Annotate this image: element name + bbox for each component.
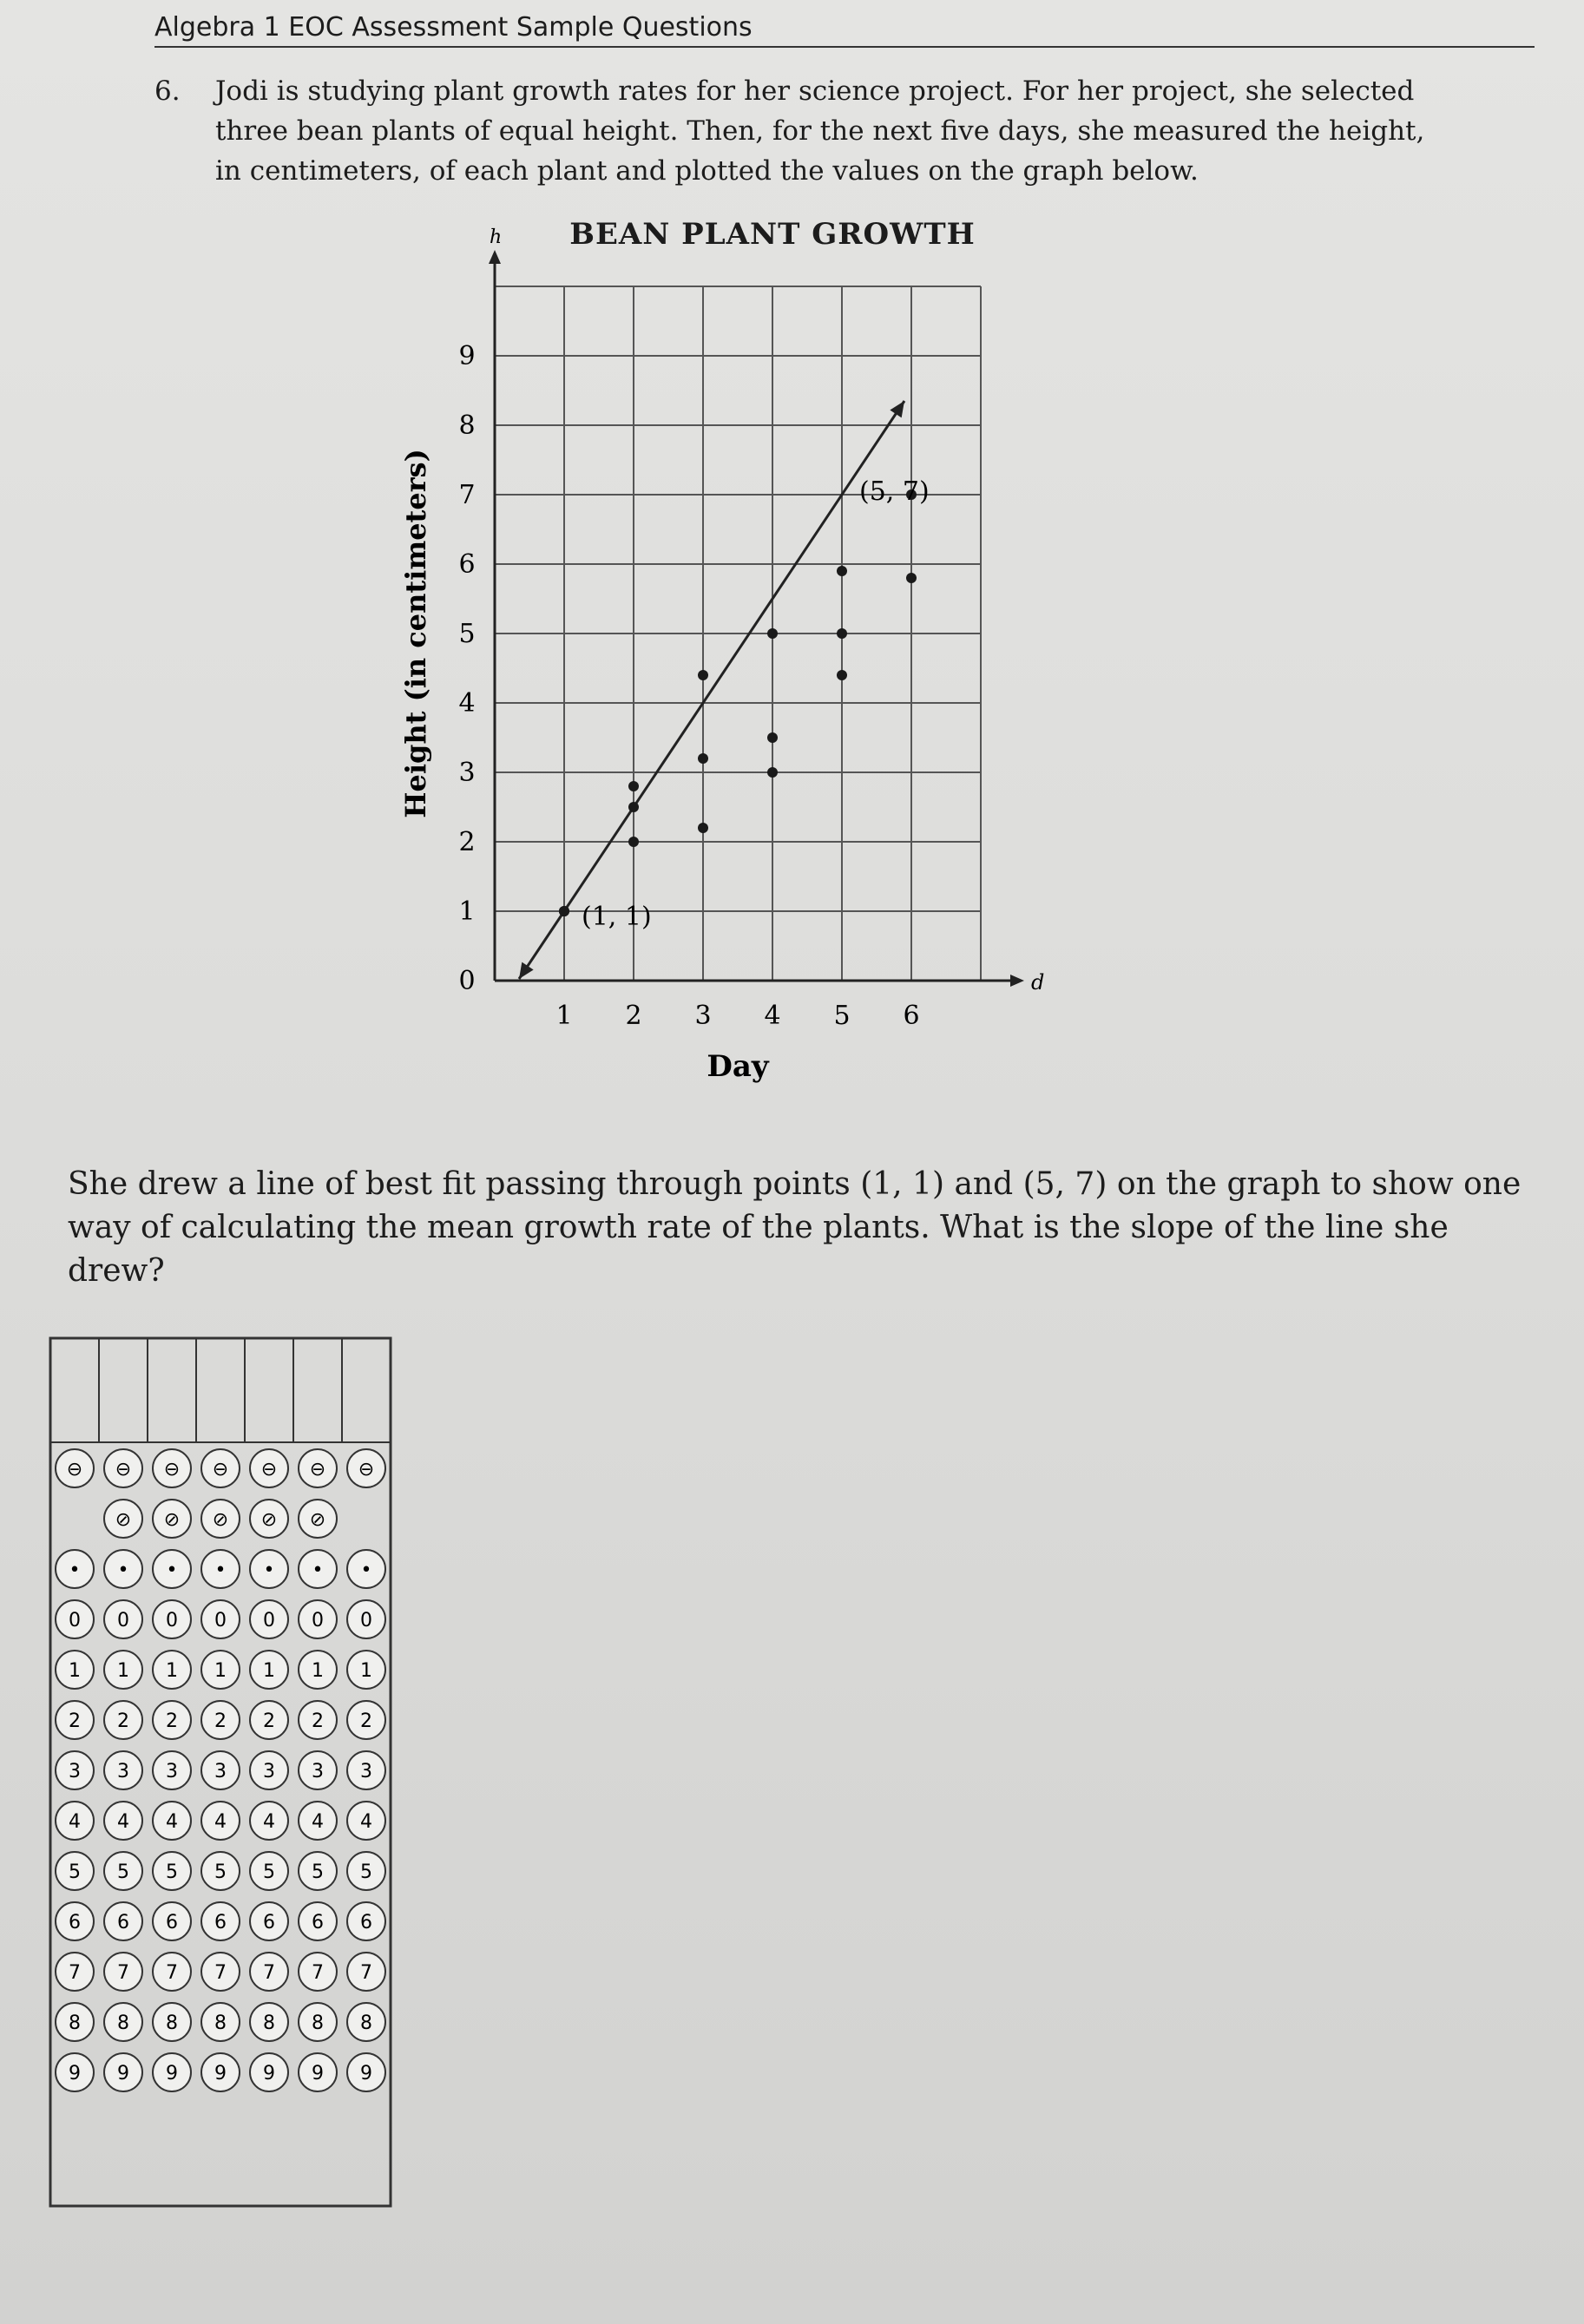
bubble-label: ⊖: [115, 1459, 132, 1480]
y-tick-label: 0: [458, 966, 476, 996]
bubble-label: 6: [214, 1912, 227, 1933]
question-number: 6.: [154, 75, 181, 107]
bubble-label: 8: [166, 2012, 178, 2034]
digit-bubble[interactable]: [347, 1651, 385, 1689]
digit-bubble[interactable]: [299, 1600, 337, 1638]
bubble-label: 7: [166, 1962, 178, 1984]
bubble-label: 9: [117, 2063, 129, 2084]
digit-bubble[interactable]: [56, 1751, 94, 1789]
bubble-label: 3: [166, 1761, 178, 1782]
bubble-label: 5: [117, 1861, 129, 1883]
decimal-bubble[interactable]: [104, 1550, 142, 1588]
negative-bubble[interactable]: [153, 1449, 191, 1487]
fraction-bubble[interactable]: [153, 1500, 191, 1538]
digit-bubble[interactable]: [201, 1751, 240, 1789]
digit-bubble[interactable]: [250, 1852, 288, 1890]
digit-bubble[interactable]: [104, 1651, 142, 1689]
decimal-bubble[interactable]: [153, 1550, 191, 1588]
bubble-label: 8: [263, 2012, 275, 2034]
fraction-bubble[interactable]: [201, 1500, 240, 1538]
bubble-label: 4: [263, 1811, 275, 1833]
point-annotation: (5, 7): [859, 476, 930, 507]
digit-bubble[interactable]: [250, 1902, 288, 1940]
decimal-bubble[interactable]: [299, 1550, 337, 1588]
bubble-label: ⊖: [66, 1459, 83, 1480]
x-tick-label: 5: [833, 1001, 851, 1031]
digit-bubble[interactable]: [56, 1802, 94, 1840]
bubble-label: ⊘: [115, 1509, 132, 1531]
digit-bubble[interactable]: [299, 2053, 337, 2091]
digit-bubble[interactable]: [347, 1600, 385, 1638]
bubble-label: 5: [69, 1861, 81, 1883]
digit-bubble[interactable]: [250, 1651, 288, 1689]
data-point: [628, 781, 639, 791]
data-point: [837, 628, 847, 639]
bubble-label: 3: [360, 1761, 372, 1782]
y-axis-label: Height (in centimeters): [399, 449, 432, 818]
data-point: [698, 670, 708, 680]
digit-bubble[interactable]: [299, 1902, 337, 1940]
bubble-label: 2: [117, 1710, 129, 1732]
bubble-label: 5: [263, 1861, 275, 1883]
bubble-label: 4: [117, 1811, 129, 1833]
bubble-label: 1: [166, 1660, 178, 1682]
fraction-bubble[interactable]: [104, 1500, 142, 1538]
bubble-label: 9: [214, 2063, 227, 2084]
bubble-label: ⊖: [163, 1459, 181, 1480]
best-fit-arrow-end: [890, 401, 904, 417]
digit-bubble[interactable]: [299, 1953, 337, 1991]
bubble-label: 7: [214, 1962, 227, 1984]
digit-bubble[interactable]: [56, 1852, 94, 1890]
bubble-label: 0: [166, 1610, 178, 1631]
y-tick-label: 6: [458, 549, 476, 580]
bubble-label: •: [166, 1559, 178, 1581]
bubble-label: 4: [360, 1811, 372, 1833]
decimal-bubble[interactable]: [347, 1550, 385, 1588]
bubble-label: 0: [117, 1610, 129, 1631]
bubble-label: 1: [69, 1660, 81, 1682]
digit-bubble[interactable]: [250, 1701, 288, 1739]
digit-bubble[interactable]: [104, 2053, 142, 2091]
bubble-label: 3: [263, 1761, 275, 1782]
bubble-label: 2: [69, 1710, 81, 1732]
digit-bubble[interactable]: [201, 1600, 240, 1638]
y-tick-label: 3: [458, 758, 476, 788]
data-point: [628, 837, 639, 847]
data-point: [837, 566, 847, 576]
digit-bubble[interactable]: [299, 1751, 337, 1789]
bubble-label: 2: [263, 1710, 275, 1732]
best-fit-line: [519, 401, 904, 979]
digit-bubble[interactable]: [56, 1651, 94, 1689]
data-point: [767, 767, 778, 778]
digit-bubble[interactable]: [201, 1651, 240, 1689]
digit-bubble[interactable]: [347, 1953, 385, 1991]
bubble-label: 5: [214, 1861, 227, 1883]
question-text: Jodi is studying plant growth rates for her science project. For her project, she selected three bean plants of equal height. Then, for the next five days, she measured the height, in centimeters, of each plant and plotted the values on the graph below.: [215, 75, 1425, 187]
digit-bubble[interactable]: [104, 1751, 142, 1789]
digit-bubble[interactable]: [299, 1852, 337, 1890]
negative-bubble[interactable]: [56, 1449, 94, 1487]
digit-bubble[interactable]: [201, 2003, 240, 2041]
bubble-label: 9: [312, 2063, 324, 2084]
bubble-label: 7: [117, 1962, 129, 1984]
digit-bubble[interactable]: [153, 1802, 191, 1840]
y-tick-label: 7: [458, 480, 476, 510]
digit-bubble[interactable]: [250, 1751, 288, 1789]
y-axis-variable: h: [490, 226, 503, 248]
digit-bubble[interactable]: [153, 1902, 191, 1940]
digit-bubble[interactable]: [56, 1953, 94, 1991]
bubble-label: •: [69, 1559, 81, 1581]
bubble-label: 9: [263, 2063, 275, 2084]
digit-bubble[interactable]: [104, 1802, 142, 1840]
bubble-label: 7: [360, 1962, 372, 1984]
bubble-label: 6: [360, 1912, 372, 1933]
bubble-label: 4: [214, 1811, 227, 1833]
bubble-label: 3: [312, 1761, 324, 1782]
digit-bubble[interactable]: [201, 1852, 240, 1890]
digit-bubble[interactable]: [56, 1600, 94, 1638]
y-tick-label: 8: [458, 410, 476, 441]
digit-bubble[interactable]: [104, 2003, 142, 2041]
bubble-label: 4: [166, 1811, 178, 1833]
x-tick-label: 3: [694, 1001, 712, 1031]
digit-bubble[interactable]: [201, 1802, 240, 1840]
bubble-label: 6: [69, 1912, 81, 1933]
y-tick-label: 9: [458, 341, 476, 371]
bubble-label: 6: [312, 1912, 324, 1933]
bubble-label: 0: [360, 1610, 372, 1631]
bubble-label: ⊘: [309, 1509, 326, 1531]
bubble-label: 0: [214, 1610, 227, 1631]
bubble-label: ⊘: [163, 1509, 181, 1531]
bubble-label: 9: [360, 2063, 372, 2084]
digit-bubble[interactable]: [299, 1701, 337, 1739]
digit-bubble[interactable]: [153, 1701, 191, 1739]
bubble-label: 2: [214, 1710, 227, 1732]
bubble-label: ⊖: [212, 1459, 229, 1480]
y-tick-label: 1: [458, 896, 476, 927]
chart-title: BEAN PLANT GROWTH: [569, 217, 976, 252]
x-tick-label: 2: [625, 1001, 642, 1031]
bubble-label: 7: [312, 1962, 324, 1984]
negative-bubble[interactable]: [250, 1449, 288, 1487]
digit-bubble[interactable]: [250, 1802, 288, 1840]
digit-bubble[interactable]: [250, 2003, 288, 2041]
x-tick-label: 4: [764, 1001, 781, 1031]
bubble-label: 0: [69, 1610, 81, 1631]
bubble-label: 6: [263, 1912, 275, 1933]
bubble-label: 2: [312, 1710, 324, 1732]
bubble-label: •: [263, 1559, 275, 1581]
bubble-label: •: [312, 1559, 324, 1581]
x-axis-label: Day: [707, 1049, 769, 1084]
best-fit-arrow-start: [519, 962, 534, 979]
bubble-label: 8: [117, 2012, 129, 2034]
negative-bubble[interactable]: [347, 1449, 385, 1487]
digit-bubble[interactable]: [347, 1751, 385, 1789]
bubble-label: 3: [117, 1761, 129, 1782]
x-axis-variable: d: [1031, 970, 1045, 995]
bubble-label: 5: [360, 1861, 372, 1883]
digit-bubble[interactable]: [299, 1651, 337, 1689]
digit-bubble[interactable]: [201, 1701, 240, 1739]
question-followup: She drew a line of best fit passing through points (1, 1) and (5, 7) on the graph to show one way of calculating the mean growth rate of the plants. What is the slope of the line she drew?: [68, 1166, 1522, 1289]
page-header: Algebra 1 EOC Assessment Sample Questions: [154, 12, 1535, 48]
digit-bubble[interactable]: [201, 2053, 240, 2091]
bubble-label: 8: [69, 2012, 81, 2034]
digit-bubble[interactable]: [250, 1953, 288, 1991]
digit-bubble[interactable]: [299, 1802, 337, 1840]
decimal-bubble[interactable]: [250, 1550, 288, 1588]
bubble-label: •: [117, 1559, 129, 1581]
bubble-label: 5: [166, 1861, 178, 1883]
data-point: [559, 906, 569, 916]
bubble-label: 8: [360, 2012, 372, 2034]
digit-bubble[interactable]: [104, 1902, 142, 1940]
bubble-label: 0: [263, 1610, 275, 1631]
digit-bubble[interactable]: [347, 2003, 385, 2041]
digit-bubble[interactable]: [153, 2053, 191, 2091]
data-point: [698, 823, 708, 833]
bubble-label: 8: [214, 2012, 227, 2034]
data-point: [767, 628, 778, 639]
digit-bubble[interactable]: [153, 1751, 191, 1789]
digit-bubble[interactable]: [250, 2053, 288, 2091]
digit-bubble[interactable]: [347, 1852, 385, 1890]
y-tick-label: 4: [458, 688, 476, 719]
bubble-label: 6: [166, 1912, 178, 1933]
bubble-label: 8: [312, 2012, 324, 2034]
bubble-label: 6: [117, 1912, 129, 1933]
data-point: [837, 670, 847, 680]
bubble-label: 2: [166, 1710, 178, 1732]
gridded-response-area[interactable]: [35, 1336, 417, 2230]
digit-bubble[interactable]: [153, 1953, 191, 1991]
digit-bubble[interactable]: [104, 1701, 142, 1739]
digit-bubble[interactable]: [56, 1701, 94, 1739]
bubble-label: ⊖: [260, 1459, 278, 1480]
bubble-label: ⊖: [309, 1459, 326, 1480]
x-tick-label: 6: [903, 1001, 920, 1031]
bubble-label: 0: [312, 1610, 324, 1631]
digit-bubble[interactable]: [201, 1902, 240, 1940]
x-axis-arrow: [1010, 975, 1024, 987]
digit-bubble[interactable]: [56, 2003, 94, 2041]
digit-bubble[interactable]: [153, 1852, 191, 1890]
bubble-label: 1: [214, 1660, 227, 1682]
bubble-label: •: [360, 1559, 372, 1581]
data-point: [628, 802, 639, 812]
bubble-label: ⊘: [212, 1509, 229, 1531]
fraction-bubble[interactable]: [299, 1500, 337, 1538]
bubble-label: 9: [69, 2063, 81, 2084]
digit-bubble[interactable]: [104, 1953, 142, 1991]
negative-bubble[interactable]: [299, 1449, 337, 1487]
answer-grid: [50, 1338, 391, 2206]
digit-bubble[interactable]: [250, 1600, 288, 1638]
digit-bubble[interactable]: [104, 1600, 142, 1638]
bubble-label: 7: [69, 1962, 81, 1984]
bubble-label: 9: [166, 2063, 178, 2084]
bubble-label: 1: [117, 1660, 129, 1682]
bubble-label: 7: [263, 1962, 275, 1984]
decimal-bubble[interactable]: [56, 1550, 94, 1588]
digit-bubble[interactable]: [201, 1953, 240, 1991]
data-point: [698, 753, 708, 764]
bubble-label: 5: [312, 1861, 324, 1883]
digit-bubble[interactable]: [56, 2053, 94, 2091]
bubble-label: 4: [69, 1811, 81, 1833]
bubble-label: 1: [360, 1660, 372, 1682]
bubble-label: 2: [360, 1710, 372, 1732]
bubble-label: 1: [312, 1660, 324, 1682]
data-point: [767, 732, 778, 743]
bubble-label: •: [214, 1559, 227, 1581]
digit-bubble[interactable]: [347, 1701, 385, 1739]
bubble-label: 3: [69, 1761, 81, 1782]
digit-bubble[interactable]: [56, 1902, 94, 1940]
digit-bubble[interactable]: [347, 1902, 385, 1940]
decimal-bubble[interactable]: [201, 1550, 240, 1588]
digit-bubble[interactable]: [347, 2053, 385, 2091]
digit-bubble[interactable]: [153, 1651, 191, 1689]
y-tick-label: 5: [458, 619, 476, 649]
negative-bubble[interactable]: [201, 1449, 240, 1487]
bubble-label: ⊖: [358, 1459, 375, 1480]
bubble-label: ⊘: [260, 1509, 278, 1531]
plot-area: [399, 226, 1044, 1084]
digit-bubble[interactable]: [299, 2003, 337, 2041]
data-point: [906, 573, 917, 583]
digit-bubble[interactable]: [153, 2003, 191, 2041]
digit-bubble[interactable]: [153, 1600, 191, 1638]
x-tick-label: 1: [555, 1001, 573, 1031]
bubble-label: 3: [214, 1761, 227, 1782]
bubble-label: 4: [312, 1811, 324, 1833]
bubble-label: 1: [263, 1660, 275, 1682]
fraction-bubble[interactable]: [250, 1500, 288, 1538]
digit-bubble[interactable]: [104, 1852, 142, 1890]
y-tick-label: 2: [458, 827, 476, 857]
negative-bubble[interactable]: [104, 1449, 142, 1487]
point-annotation: (1, 1): [582, 902, 652, 932]
digit-bubble[interactable]: [347, 1802, 385, 1840]
